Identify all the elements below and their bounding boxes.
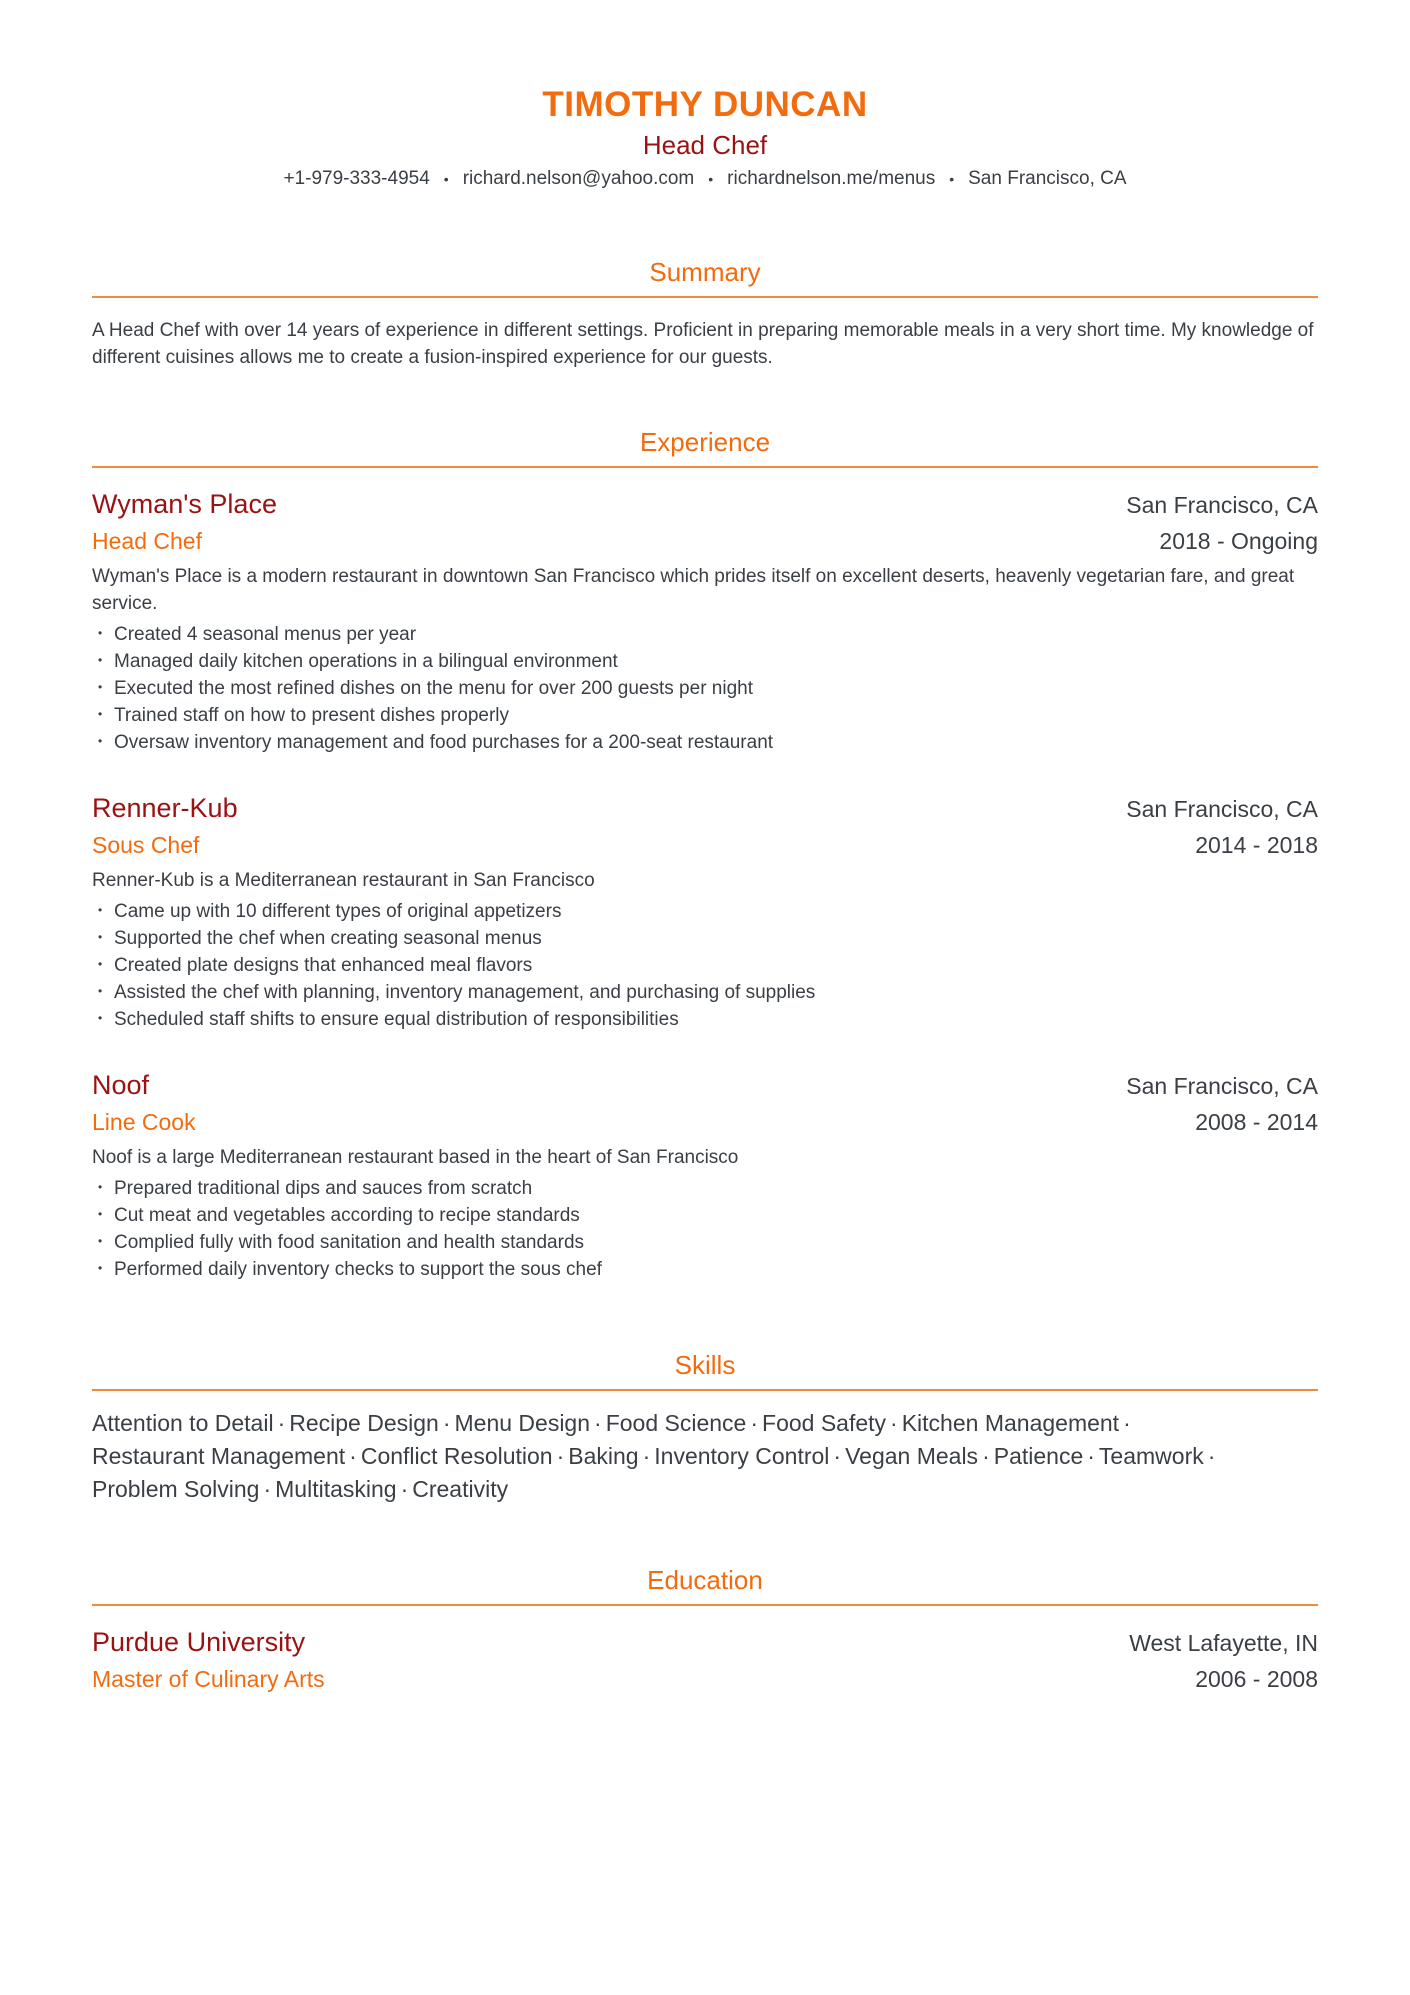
candidate-title: Head Chef — [642, 130, 768, 160]
skill-separator: · — [833, 1443, 842, 1470]
skill-item: Recipe Design — [289, 1410, 439, 1437]
skill-item: Teamwork — [1098, 1443, 1204, 1470]
skill-item: Inventory Control — [654, 1443, 830, 1470]
job-dates: 2008 - 2014 — [1195, 1109, 1318, 1136]
job-role: Head Chef — [92, 528, 202, 555]
skill-separator: · — [642, 1443, 651, 1470]
bullet-icon: • — [98, 734, 103, 749]
entry-header-row — [92, 486, 1318, 523]
skill-item: Attention to Detail — [92, 1410, 274, 1437]
bullet-text: Executed the most refined dishes on the menu for over 200 guests per night — [114, 678, 753, 700]
list-item — [92, 621, 1318, 648]
school-name: Purdue University — [92, 1627, 306, 1658]
list-item — [92, 1006, 1318, 1033]
contact-line — [92, 166, 1318, 192]
entry-subheader-row — [92, 827, 1318, 863]
skill-separator: · — [890, 1410, 898, 1437]
list-item — [92, 925, 1318, 952]
list-item — [92, 1202, 1318, 1229]
skill-item: Patience — [993, 1443, 1084, 1470]
bullet-text: Complied fully with food sanitation and health standards — [114, 1232, 585, 1254]
summary-text: A Head Chef with over 14 years of experience in different settings. Proficient in preparing memorable meals in a very short time. My knowledge of different cuisines allows me to create a fusion-inspired experience for our guests. — [92, 320, 1314, 369]
bullet-text: Scheduled staff shifts to ensure equal distribution of responsibilities — [114, 1009, 679, 1031]
skill-separator: · — [750, 1410, 759, 1437]
bullet-icon: • — [98, 626, 103, 641]
job-location: San Francisco, CA — [1126, 492, 1318, 519]
bullet-icon: • — [98, 680, 103, 695]
school-location: West Lafayette, IN — [1129, 1630, 1318, 1657]
candidate-name: TIMOTHY DUNCAN — [542, 85, 868, 124]
contact-location: San Francisco, CA — [968, 168, 1127, 190]
job-dates: 2014 - 2018 — [1195, 832, 1318, 859]
summary-heading: Summary — [92, 256, 1318, 298]
experience-entry — [92, 1067, 1318, 1283]
bullet-text: Managed daily kitchen operations in a bilingual environment — [114, 651, 618, 673]
bullet-icon: • — [98, 1207, 103, 1222]
skill-item: Vegan Meals — [845, 1443, 979, 1470]
bullet-text: Supported the chef when creating seasonal menus — [114, 928, 542, 950]
list-item — [92, 648, 1318, 675]
entry-subheader-row — [92, 1104, 1318, 1140]
summary-section — [92, 256, 1318, 371]
bullet-text: Performed daily inventory checks to support the sous chef — [114, 1259, 602, 1281]
skill-separator: · — [1207, 1443, 1216, 1470]
entry-subheader-row — [92, 1661, 1318, 1697]
skill-item: Problem Solving — [92, 1476, 260, 1503]
skill-separator: · — [263, 1476, 272, 1503]
bullet-icon: • — [98, 903, 103, 918]
job-description: Renner-Kub is a Mediterranean restaurant in San Francisco — [92, 870, 595, 892]
bullet-icon: • — [98, 1180, 103, 1195]
skill-item: Baking — [568, 1443, 639, 1470]
skill-separator: · — [349, 1443, 357, 1470]
experience-entry — [92, 790, 1318, 1033]
contact-separator: • — [949, 171, 955, 187]
contact-separator: • — [708, 171, 714, 187]
skill-item: Conflict Resolution — [360, 1443, 553, 1470]
contact-email[interactable]: richard.nelson@yahoo.com — [462, 168, 695, 190]
bullet-icon: • — [98, 930, 103, 945]
entry-header-row — [92, 1624, 1318, 1661]
job-bullet-list — [92, 1175, 1318, 1283]
bullet-icon: • — [98, 957, 103, 972]
bullet-icon: • — [98, 1261, 103, 1276]
experience-section — [92, 426, 1318, 1283]
skill-item: Creativity — [412, 1476, 509, 1503]
list-item — [92, 1175, 1318, 1202]
bullet-text: Created 4 seasonal menus per year — [114, 624, 417, 646]
job-role: Line Cook — [92, 1109, 196, 1136]
company-name: Renner-Kub — [92, 793, 238, 824]
contact-website[interactable]: richardnelson.me/menus — [727, 168, 936, 190]
skill-separator: · — [1087, 1443, 1095, 1470]
skill-item: Kitchen Management — [901, 1410, 1120, 1437]
skill-item: Food Safety — [762, 1410, 887, 1437]
skill-separator: · — [442, 1410, 451, 1437]
skill-separator: · — [1123, 1410, 1131, 1437]
job-location: San Francisco, CA — [1126, 796, 1318, 823]
list-item — [92, 979, 1318, 1006]
list-item — [92, 675, 1318, 702]
list-item — [92, 1229, 1318, 1256]
education-entry — [92, 1624, 1318, 1697]
contact-phone: +1-979-333-4954 — [283, 168, 430, 190]
entry-subheader-row — [92, 523, 1318, 559]
bullet-icon: • — [98, 653, 103, 668]
education-heading: Education — [92, 1564, 1318, 1606]
job-description: Wyman's Place is a modern restaurant in downtown San Francisco which prides itself on excellent deserts, heavenly vegetarian fare, and great service. — [92, 566, 1295, 615]
skill-separator: · — [556, 1443, 565, 1470]
job-location: San Francisco, CA — [1126, 1073, 1318, 1100]
list-item — [92, 1256, 1318, 1283]
experience-entry — [92, 486, 1318, 756]
skill-separator: · — [594, 1410, 602, 1437]
skill-separator: · — [982, 1443, 990, 1470]
skill-separator: · — [277, 1410, 286, 1437]
bullet-text: Trained staff on how to present dishes properly — [114, 705, 510, 727]
skill-item: Menu Design — [454, 1410, 591, 1437]
list-item — [92, 702, 1318, 729]
education-dates: 2006 - 2008 — [1195, 1666, 1318, 1693]
company-name: Wyman's Place — [92, 489, 277, 520]
skill-separator: · — [400, 1476, 409, 1503]
bullet-text: Prepared traditional dips and sauces from scratch — [114, 1178, 533, 1200]
bullet-icon: • — [98, 984, 103, 999]
job-description: Noof is a large Mediterranean restaurant based in the heart of San Francisco — [92, 1147, 739, 1169]
list-item — [92, 729, 1318, 756]
experience-heading: Experience — [92, 426, 1318, 468]
skill-item: Restaurant Management — [92, 1443, 346, 1470]
skills-heading: Skills — [92, 1349, 1318, 1391]
bullet-icon: • — [98, 1234, 103, 1249]
entry-header-row — [92, 790, 1318, 827]
contact-separator: • — [443, 171, 449, 187]
entry-header-row — [92, 1067, 1318, 1104]
degree-name: Master of Culinary Arts — [92, 1666, 325, 1693]
bullet-icon: • — [98, 707, 103, 722]
skills-list — [92, 1407, 1318, 1506]
resume-header — [92, 0, 1318, 192]
bullet-text: Oversaw inventory management and food purchases for a 200-seat restaurant — [114, 732, 774, 754]
job-role: Sous Chef — [92, 832, 200, 859]
bullet-icon: • — [98, 1011, 103, 1026]
skill-item: Food Science — [605, 1410, 747, 1437]
job-bullet-list — [92, 621, 1318, 756]
skills-section — [92, 1349, 1318, 1506]
bullet-text: Came up with 10 different types of original appetizers — [114, 901, 562, 923]
list-item — [92, 952, 1318, 979]
skill-item: Multitasking — [275, 1476, 397, 1503]
bullet-text: Assisted the chef with planning, inventory management, and purchasing of supplies — [114, 982, 816, 1004]
company-name: Noof — [92, 1070, 150, 1101]
job-dates: 2018 - Ongoing — [1159, 528, 1318, 555]
education-section — [92, 1564, 1318, 1697]
job-bullet-list — [92, 898, 1318, 1033]
bullet-text: Created plate designs that enhanced meal flavors — [114, 955, 533, 977]
bullet-text: Cut meat and vegetables according to recipe standards — [114, 1205, 580, 1227]
list-item — [92, 898, 1318, 925]
